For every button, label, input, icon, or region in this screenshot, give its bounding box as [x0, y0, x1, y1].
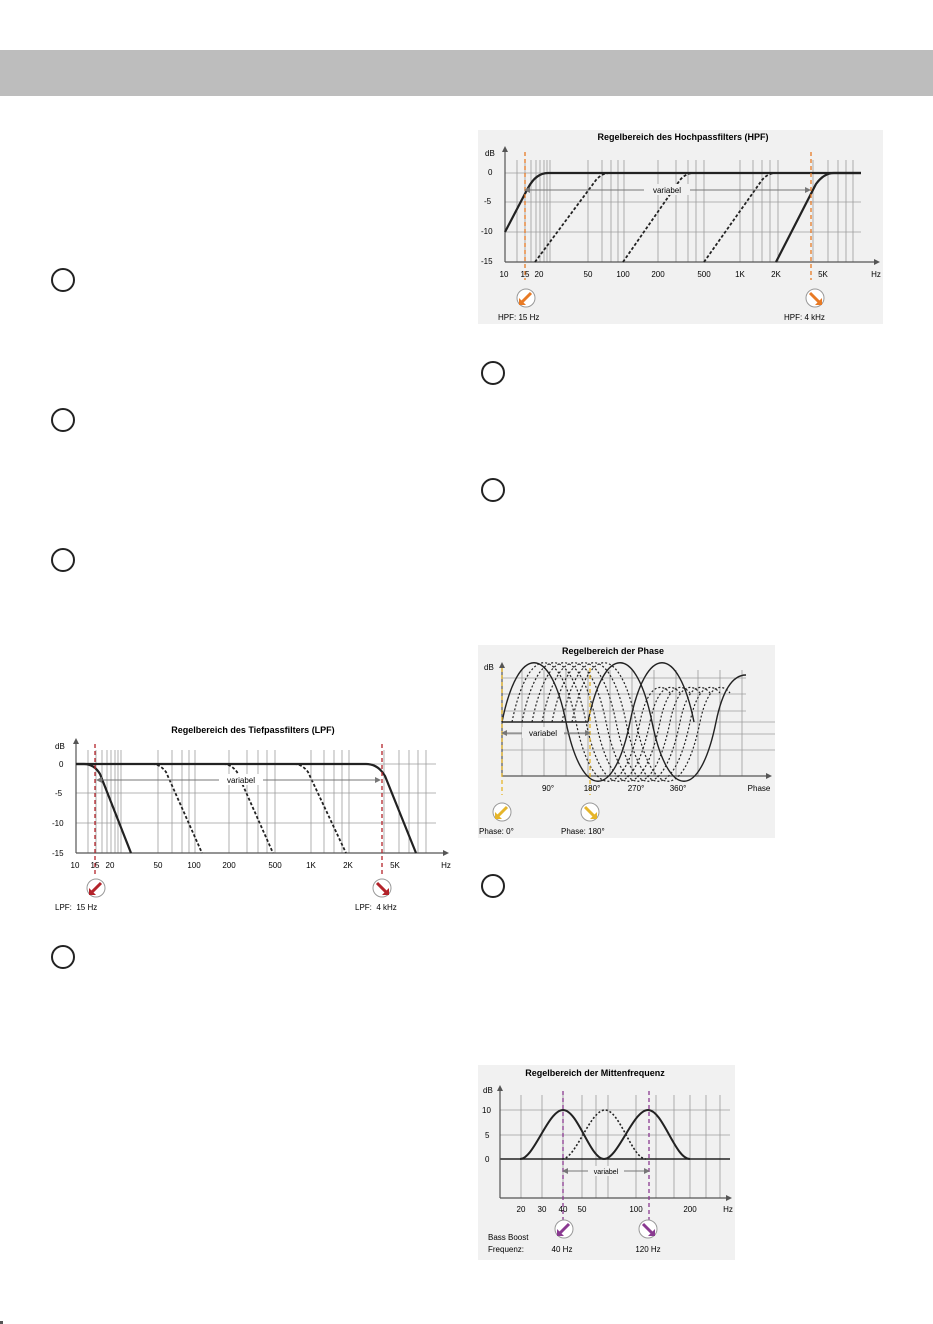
- hpf-marker-high-label: HPF: 4 kHz: [784, 313, 825, 322]
- phase-x-tick-3: 360°: [669, 784, 687, 793]
- lpf-y-tick-2: -10: [52, 819, 64, 828]
- mid-y-unit: dB: [483, 1086, 493, 1095]
- lpf-x-tick-9: 5K: [390, 861, 400, 870]
- hpf-x-tick-1: 15: [520, 270, 530, 279]
- mid-knob-low-icon: [555, 1220, 573, 1238]
- item-marker-6: [481, 478, 505, 502]
- mid-frequency-chart: [478, 1065, 735, 1260]
- hpf-y-tick-1: -5: [484, 197, 492, 206]
- mid-x-tick-5: 200: [683, 1205, 697, 1214]
- lpf-x-tick-6: 500: [268, 861, 282, 870]
- hpf-x-tick-3: 50: [583, 270, 593, 279]
- item-marker-1: [51, 268, 75, 292]
- hpf-x-tick-0: 10: [499, 270, 509, 279]
- phase-x-tick-1: 180°: [583, 784, 601, 793]
- mid-curve-high: [604, 1110, 690, 1159]
- lpf-x-tick-8: 2K: [343, 861, 353, 870]
- phase-knob-low-icon: [493, 803, 511, 821]
- hpf-x-tick-5: 200: [651, 270, 665, 279]
- phase-x-tick-4: Phase: [747, 784, 771, 793]
- lpf-x-tick-7: 1K: [306, 861, 316, 870]
- lpf-marker-low-label: LPF: 15 Hz: [55, 903, 98, 912]
- hpf-curve-high: [776, 173, 861, 262]
- mid-x-tick-0: 20: [516, 1205, 526, 1214]
- hpf-y-tick-0: 0: [488, 168, 493, 177]
- hpf-y-tick-2: -10: [481, 227, 493, 236]
- phase-knob-high-icon: [581, 803, 599, 821]
- item-marker-5: [481, 361, 505, 385]
- lpf-y-tick-3: -15: [52, 849, 64, 858]
- mid-chart-title: Regelbereich der Mittenfrequenz: [525, 1068, 665, 1078]
- lpf-y-tick-1: -5: [55, 789, 63, 798]
- item-marker-4: [51, 945, 75, 969]
- lpf-x-tick-2: 20: [105, 861, 115, 870]
- lpf-knob-high-icon: [373, 879, 391, 897]
- lpf-curve-low: [76, 764, 131, 853]
- mid-x-tick-1: 30: [537, 1205, 547, 1214]
- item-marker-2: [51, 408, 75, 432]
- hpf-x-tick-10: Hz: [871, 270, 881, 279]
- phase-chart: [478, 645, 775, 838]
- mid-knob-high-icon: [639, 1220, 657, 1238]
- mid-x-tick-3: 50: [577, 1205, 587, 1214]
- lpf-knob-low-icon: [87, 879, 105, 897]
- lpf-x-tick-0: 10: [70, 861, 80, 870]
- lpf-variable-label: variabel: [226, 776, 256, 785]
- header-bar: [0, 50, 933, 96]
- lpf-y-tick-0: 0: [59, 760, 64, 769]
- hpf-x-tick-2: 20: [534, 270, 544, 279]
- mid-marker-low-label-line2: Frequenz:: [488, 1245, 525, 1254]
- mid-marker-low-value: 40 Hz: [551, 1245, 573, 1254]
- hpf-x-tick-4: 100: [616, 270, 630, 279]
- phase-variable-label: variabel: [528, 729, 558, 738]
- hpf-knob-high-icon: [806, 289, 824, 307]
- mid-x-tick-2: 40: [558, 1205, 568, 1214]
- hpf-x-tick-7: 1K: [735, 270, 745, 279]
- lpf-curve-dashed-1: [152, 764, 202, 853]
- lpf-x-tick-10: Hz: [441, 861, 451, 870]
- phase-chart-title: Regelbereich der Phase: [561, 646, 665, 656]
- hpf-curve-dashed-1: [535, 173, 610, 262]
- hpf-x-tick-9: 5K: [818, 270, 828, 279]
- lpf-y-unit: dB: [55, 742, 65, 751]
- phase-x-tick-2: 270°: [627, 784, 645, 793]
- mid-y-tick-1: 5: [485, 1131, 490, 1140]
- lpf-chart-title: Regelbereich des Tiefpassfilters (LPF): [171, 725, 335, 735]
- lpf-curve-dashed-3: [294, 764, 346, 853]
- hpf-chart-title: Regelbereich des Hochpassfilters (HPF): [597, 132, 769, 142]
- hpf-marker-low-label: HPF: 15 Hz: [498, 313, 540, 322]
- lpf-x-tick-4: 100: [187, 861, 201, 870]
- phase-marker-low-label: Phase: 0°: [479, 827, 514, 836]
- lpf-x-tick-5: 200: [222, 861, 236, 870]
- phase-marker-high-label: Phase: 180°: [561, 827, 605, 836]
- hpf-variable-label: variabel: [652, 186, 682, 195]
- mid-marker-high-label: 120 Hz: [635, 1245, 661, 1254]
- mid-y-tick-2: 0: [485, 1155, 490, 1164]
- hpf-x-tick-6: 500: [697, 270, 711, 279]
- mid-x-tick-6: Hz: [723, 1205, 733, 1214]
- lpf-x-tick-1: 15: [90, 861, 100, 870]
- hpf-x-tick-8: 2K: [771, 270, 781, 279]
- hpf-y-tick-3: -15: [481, 257, 493, 266]
- lpf-x-tick-3: 50: [153, 861, 163, 870]
- lpf-marker-high-label: LPF: 4 kHz: [355, 903, 397, 912]
- hpf-knob-low-icon: [517, 289, 535, 307]
- mid-x-tick-4: 100: [629, 1205, 643, 1214]
- hpf-y-unit: dB: [485, 149, 495, 158]
- hpf-chart: [478, 130, 883, 324]
- mid-y-tick-0: 10: [482, 1106, 491, 1115]
- item-marker-7: [481, 874, 505, 898]
- lpf-chart: [48, 720, 458, 916]
- phase-y-unit: dB: [484, 663, 494, 672]
- phase-x-tick-0: 90°: [541, 784, 555, 793]
- item-marker-3: [51, 548, 75, 572]
- mid-variable-label: variabel: [593, 1169, 619, 1176]
- mid-marker-low-label-line1: Bass Boost: [488, 1233, 529, 1242]
- mid-curve-low: [520, 1110, 604, 1159]
